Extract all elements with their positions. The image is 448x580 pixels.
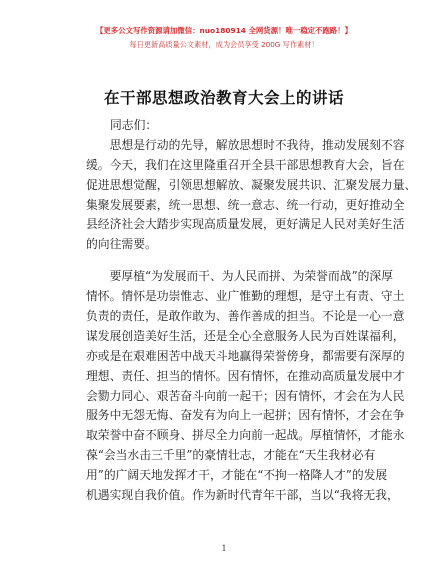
paragraph-line: 集聚发展要素，统一思想、统一意志、统一行动，更好推动全 [86, 197, 405, 212]
paragraph-line: 亦或是在艰难困苦中战天斗地赢得荣誉傍身，都需要有深厚的 [86, 348, 405, 363]
paragraph-line: 谋发展创造美好生活，还是全心全意服务人民为百姓谋福利， [86, 328, 405, 343]
paragraph-line: 情怀。情怀是功崇惟志、业广惟勤的理想，是守土有责、守土 [86, 289, 405, 304]
document-title: 在干部思想政治教育大会上的讲话 [103, 88, 344, 107]
paragraph-1 [86, 136, 417, 255]
document-body [86, 116, 417, 506]
paragraph-line: 要厚植“为发展而干、为人民而拼、为荣誉而战”的深厚 [86, 269, 393, 284]
paragraph-spacer [86, 255, 376, 267]
salutation: 同志们： [110, 118, 158, 132]
paragraph-line: 促进思想觉醒，引领思想解放、凝聚发展共识、汇聚发展力量、 [86, 177, 417, 192]
promo-banner-line-2: 每日更新高质量公文素材，成为会员享受 200G 写作素材！ [129, 40, 319, 49]
paragraph-line: 的向往需要。 [86, 237, 157, 252]
paragraph-line: 机遇实现自我价值。作为新时代青年干部，当以“我将无我， [86, 488, 399, 503]
paragraph-line: 思想是行动的先导，解放思想时不我待，推动发展刻不容 [86, 137, 405, 152]
paragraph-line: 用”的广阔天地发挥才干，才能在“不拘一格降人才”的发展 [86, 468, 388, 483]
paragraph-line: 缓。今天，我们在这里隆重召开全县干部思想教育大会，旨在 [86, 157, 405, 172]
promo-banner-line-1: 【更多公文写作资源请加微信：nuo180914 全网货源！唯一稳定不跑路！】 [96, 26, 352, 35]
paragraph-line: 葆“会当水击三千里”的豪情壮志，才能在“天生我材必有 [86, 448, 376, 463]
page-number: 1 [221, 544, 227, 553]
paragraph-line: 服务中无怨无悔、奋发有为向上一起拼；因有情怀，才会在争 [86, 408, 405, 423]
paragraph-line: 县经济社会大踏步实现高质量发展，更好满足人民对美好生活 [86, 217, 405, 232]
paragraph-line: 理想、责任、担当的情怀。因有情怀，在推动高质量发展中才 [86, 368, 405, 383]
paragraph-line: 会勠力同心、艰苦奋斗向前一起干；因有情怀，才会在为人民 [86, 388, 405, 403]
paragraph-2 [86, 267, 405, 506]
paragraph-line: 负责的责任，是敢作敢为、善作善成的担当。不论是一心一意 [86, 309, 405, 324]
paragraph-line: 取荣誉中奋不顾身、拼尽全力向前一起战。厚植情怀，才能永 [86, 428, 405, 443]
